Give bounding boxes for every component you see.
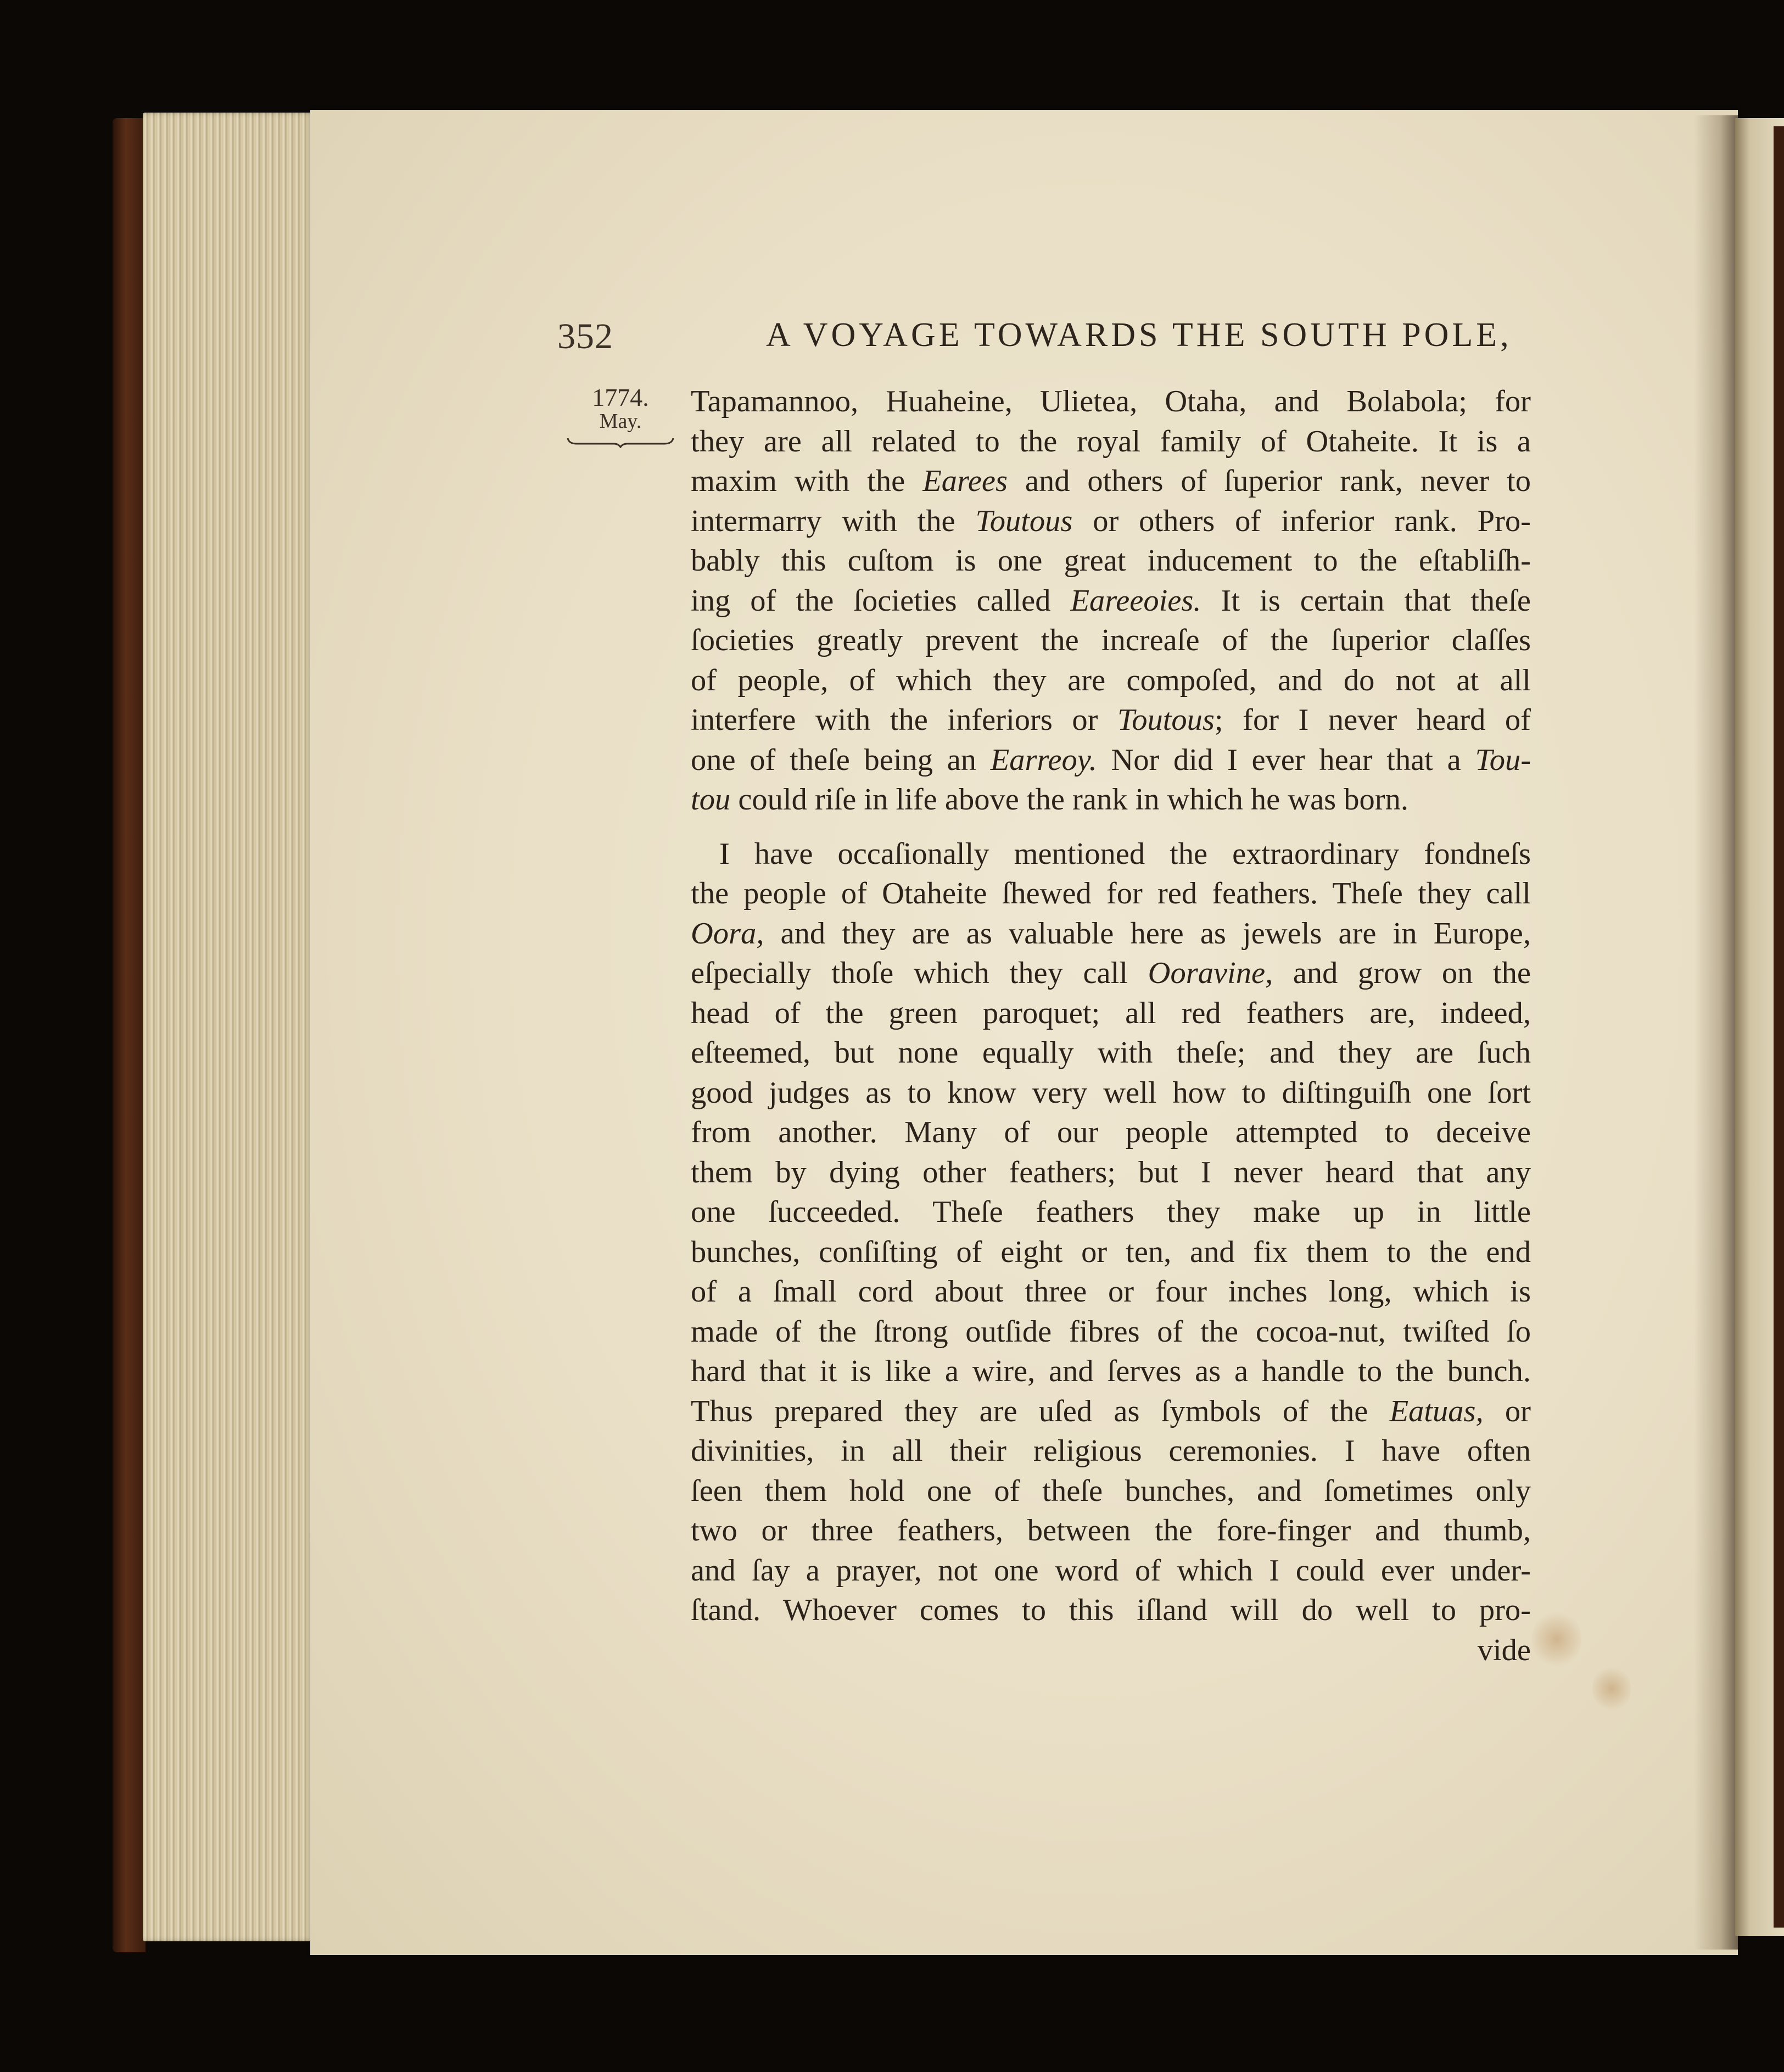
text-line: of a ſmall cord about three or four inches long, which is [691,1275,1531,1309]
page-number: 352 [557,316,613,356]
text-line: intermarry with the Toutous or others of inferior rank. Pro- [691,504,1531,538]
text-line: I have occaſionally mentioned the extraordinary fondneſs [719,836,1531,871]
text-line: one ſucceeded. Theſe feathers they make up in little [691,1195,1531,1229]
text-line: ſocieties greatly prevent the increaſe of the ſuperior claſſes [691,623,1531,657]
text-line: ing of the ſocieties called Eareeoies. It is certain that theſe [691,583,1531,618]
italic-term: Tou- [1475,742,1531,777]
text-line: one of theſe being an Earreoy. Nor did I ever hear that a Tou- [691,742,1531,777]
text-line: eſpecially thoſe which they call Ooravine, and grow on the [691,956,1531,990]
catchword: vide [1477,1633,1531,1667]
text-line: the people of Otaheite ſhewed for red feathers. Theſe they call [691,876,1531,911]
text-line: bunches, conſiſting of eight or ten, and fix them to the end [691,1235,1531,1269]
foxing-stain [1592,1664,1631,1713]
text-line: interfere with the inferiors or Toutous; for I never heard of [691,703,1531,737]
italic-term: Toutous [975,504,1073,538]
italic-term: Earees [922,464,1008,498]
page-gutter-shadow [1694,115,1738,1950]
text-line: head of the green paroquet; all red feathers are, indeed, [691,996,1531,1030]
italic-term: Ooravine, [1148,956,1273,990]
text-line: them by dying other feathers; but I never heard that any [691,1155,1531,1189]
italic-term: tou [691,783,731,817]
text-line: ſtand. Whoever comes to this iſland will do well to pro- [691,1593,1531,1627]
text-line: good judges as to know very well how to diſtinguiſh one ſort [691,1075,1531,1110]
bracket-ornament [566,434,675,448]
italic-term: Oora, [691,916,764,951]
page-fore-edge [143,113,318,1941]
italic-term: Toutous [1117,703,1215,737]
text-line: tou could riſe in life above the rank in which he was born. [691,783,1408,817]
marginal-month: May. [599,410,642,433]
page-header [557,316,1512,376]
paragraph-2 [691,834,1531,1671]
text-line: Thus prepared they are uſed as ſymbols of the Eatuas, or [691,1394,1531,1428]
text-line: two or three feathers, between the fore-finger and thumb, [691,1513,1531,1548]
text-line: bably this cuſtom is one great inducement to the eſtabliſh- [691,544,1531,578]
book-cover-left [113,118,146,1952]
text-line: ſeen them hold one of theſe bunches, and ſometimes only [691,1473,1531,1508]
italic-term: Eatuas, [1389,1394,1484,1428]
text-line: hard that it is like a wire, and ſerves as a handle to the bunch. [691,1354,1531,1388]
text-line: maxim with the Earees and others of ſuperior rank, never to [691,464,1531,498]
marginal-year: 1774. [592,383,649,411]
text-line: they are all related to the royal family of Otaheite. It is a [691,424,1531,459]
text-line: divinities, in all their religious ceremonies. I have often [691,1434,1531,1468]
text-line: Oora, and they are as valuable here as jewels are in Europe, [691,916,1531,951]
paragraph-1 [691,382,1531,820]
text-line: Tapamannoo, Huaheine, Ulietea, Otaha, and Bolabola; for [691,384,1531,418]
italic-term: Earreoy. [990,742,1097,777]
text-line: and ſay a prayer, not one word of which I could ever under- [691,1553,1531,1588]
foxing-stain [1532,1609,1581,1669]
text-line: of people, of which they are compoſed, and do not at all [691,663,1531,697]
text-line: from another. Many of our people attempted to deceive [691,1115,1531,1149]
marginal-date-note [566,384,675,448]
italic-term: Eareeoies. [1070,583,1201,618]
book-cover-right [1774,126,1784,1928]
body-text [691,382,1531,1670]
text-line: made of the ſtrong outſide fibres of the cocoa-nut, twiſted ſo [691,1314,1531,1349]
running-head: A VOYAGE TOWARDS THE SOUTH POLE, [766,316,1512,354]
text-line: eſteemed, but none equally with theſe; and they are ſuch [691,1036,1531,1070]
